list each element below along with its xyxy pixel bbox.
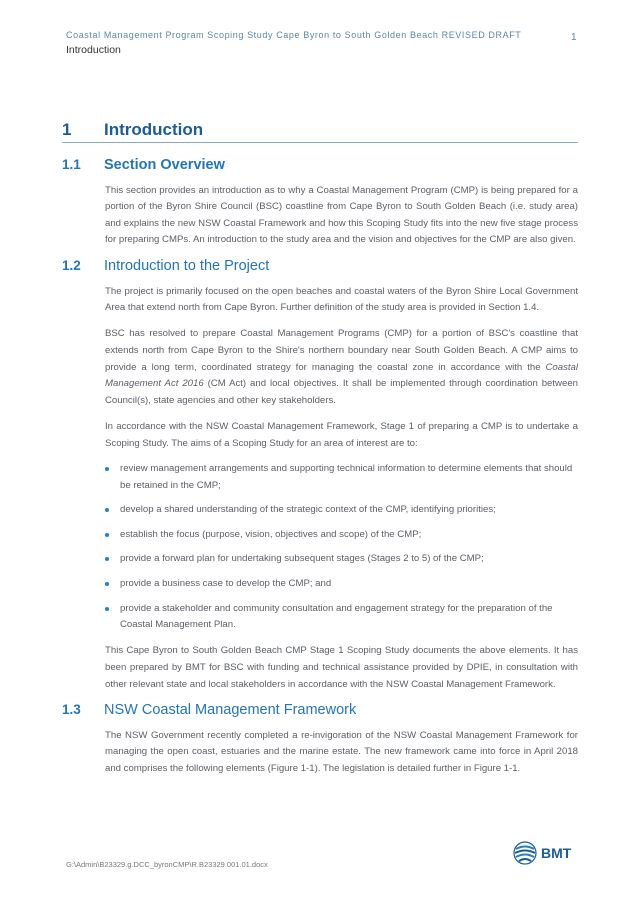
paragraph: The project is primarily focused on the open beaches and coastal waters of the Byron Shire Local Government Area that extend north from Cape Byron. Further definition of the study area is provided in Section 1.4.: [105, 285, 578, 314]
paragraph: This Cape Byron to South Golden Beach CMP Stage 1 Scoping Study documents the above elements. It has been prepared by BMT for BSC with funding and technical assistance provided by DPIE, in consultation with other relevant state and local stakeholders in accordance with the NSW Coastal Management Framework.: [105, 645, 578, 690]
page-number: 1: [571, 32, 577, 43]
list-item-text: provide a forward plan for undertaking subsequent stages (Stages 2 to 5) of the CMP;: [120, 553, 484, 565]
list-item: [105, 576, 578, 593]
bmt-logo: [512, 840, 571, 866]
section-title: Section Overview: [104, 157, 225, 173]
section-title: Introduction to the Project: [104, 257, 270, 274]
section-number: 1.3: [62, 702, 81, 718]
paragraph: The NSW Government recently completed a re-invigoration of the NSW Coastal Management Framework for managing the open coast, estuaries and the marine estate. The new framework came into force in April 2018 and comprises the following elements (Figure 1-1). The legislation is detailed further in Figure 1-1.: [105, 729, 578, 774]
paragraph-text: (CM Act) and local objectives. It shall be implemented through coordination between Council(s), state agencies and other key stakeholders.: [105, 378, 578, 406]
paragraph: In accordance with the NSW Coastal Management Framework, Stage 1 of preparing a CMP is to undertake a Scoping Study. The aims of a Scoping Study for an area of interest are to:: [105, 420, 578, 449]
running-section-name: Introduction: [66, 44, 121, 56]
list-item: [105, 551, 578, 568]
bullet-icon: [105, 508, 109, 512]
list-item-text: review management arrangements and supporting technical information to determine elements that should be retained in the CMP;: [120, 463, 573, 491]
chapter-number: 1: [62, 120, 72, 139]
list-item-text: develop a shared understanding of the strategic context of the CMP, identifying priorities;: [120, 504, 496, 516]
file-path: G:\Admin\B23329.g.DCC_byronCMP\R.B23329.001.01.docx: [66, 860, 268, 869]
chapter-title: Introduction: [104, 120, 204, 139]
document-title: Coastal Management Program Scoping Study Cape Byron to South Golden Beach REVISED DRAFT: [66, 30, 522, 40]
document-body: [62, 120, 578, 787]
section-heading-1-1: [62, 157, 578, 173]
chapter-heading: [62, 120, 578, 143]
list-item: [105, 502, 578, 519]
section-title: NSW Coastal Management Framework: [104, 702, 357, 719]
paragraph-text: BSC has resolved to prepare Coastal Management Programs (CMP) for a portion of BSC's coastline that extends north from Cape Byron to the Shire's northern boundary near South Golden Beach. A CMP aims to provide a long term, coordinated strategy for managing the coastal zone in accordance with the: [105, 328, 578, 373]
list-item-text: provide a stakeholder and community consultation and engagement strategy for the preparation of the Coastal Management Plan.: [120, 602, 553, 631]
page-header: [66, 30, 566, 56]
section-heading-1-2: [62, 258, 578, 274]
list-item-text: establish the focus (purpose, vision, objectives and scope) of the CMP;: [120, 528, 422, 540]
bullet-icon: [105, 607, 109, 611]
bullet-icon: [105, 533, 109, 537]
list-item: [105, 601, 578, 634]
aims-list: [105, 461, 578, 634]
act-name: Coastal Management Act 2016: [105, 361, 578, 390]
list-item: [105, 527, 578, 544]
paragraph: [105, 326, 578, 409]
list-item-text: provide a business case to develop the CMP; and: [120, 578, 332, 590]
list-item: [105, 461, 578, 494]
bullet-icon: [105, 557, 109, 561]
bullet-icon: [105, 467, 109, 471]
section-number: 1.1: [62, 157, 81, 172]
section-heading-1-3: [62, 702, 578, 718]
section-number: 1.2: [62, 257, 81, 273]
logo-text: BMT: [541, 845, 572, 861]
bmt-globe-icon: [512, 840, 538, 866]
bullet-icon: [105, 582, 109, 586]
paragraph: This section provides an introduction as to why a Coastal Management Program (CMP) is being prepared for a portion of the Byron Shire Council (BSC) coastline from Cape Byron to South Golden Beach (i.e. study area) and explains the new NSW Coastal Framework and how this Scoping Study fits into the new five stage process for preparing CMPs. An introduction to the study area and the vision and objectives for the CMP are also given.: [105, 184, 578, 246]
